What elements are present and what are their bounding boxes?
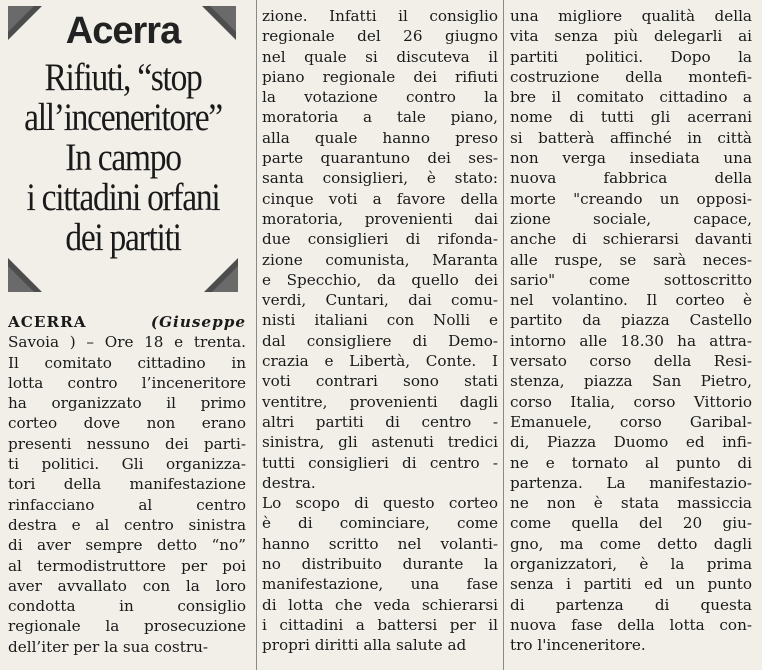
text-line: tro l'inceneritore. <box>510 636 646 655</box>
text-line: nuova fase della lotta con- <box>510 615 752 634</box>
text-line: Il comitato cittadino in <box>8 353 246 372</box>
text-line: santa consiglieri, è stato: <box>262 169 498 188</box>
text-line: i cittadini a battersi per il <box>262 615 498 634</box>
corner-triangle-icon <box>204 258 238 292</box>
text-line: parte quarantuno dei ses- <box>262 149 498 168</box>
headline-kicker: Acerra <box>65 10 181 52</box>
text-line: due consiglieri di rifonda- <box>262 230 498 249</box>
headline-line: dei partiti <box>65 216 181 259</box>
text-line: tori della manifestazione <box>8 475 246 494</box>
headline-title <box>17 58 229 258</box>
text-line: vita senza più delegarli ai <box>510 27 752 46</box>
text-line: cinque voti a favore della <box>262 189 498 208</box>
text-line: corso Italia, corso Vittorio <box>510 392 752 411</box>
text-line: condotta in consiglio <box>8 597 246 616</box>
text-line: sinistra, gli astenuti tredici <box>262 433 498 452</box>
text-line: Emanuele, corso Garibal- <box>510 412 752 431</box>
text-line: partenza. La manifestazio- <box>510 473 752 492</box>
dateline-place: ACERRA <box>8 313 87 331</box>
text-line: versato corso della Resi- <box>510 352 752 371</box>
text-line: zione. Infatti il consiglio <box>262 7 498 25</box>
text-line: presenti nessuno dei parti- <box>8 434 246 453</box>
text-line: Savoia ) – Ore 18 e trenta. <box>8 333 246 352</box>
text-line: bre il comitato cittadino a <box>510 88 752 107</box>
text-line: di partenza di questa <box>510 595 752 614</box>
text-line: nome di tutti gli acerrani <box>510 108 752 127</box>
headline-line: In campo <box>65 136 181 179</box>
headline-line: i cittadini orfani <box>26 176 220 219</box>
text-line: rinfacciano al centro <box>8 495 246 514</box>
text-line: nuova fabbrica della <box>510 169 752 188</box>
text-line: una migliore qualità della <box>510 7 752 25</box>
text-line: dell’iter per la sua costru- <box>8 637 209 656</box>
text-line: morte "creando un opposi- <box>510 189 752 208</box>
article-column-1 <box>8 312 246 657</box>
text-line: partito da piazza Castello <box>510 311 752 330</box>
text-line: regionale la prosecuzione <box>8 617 246 636</box>
text-line: altri partiti di centro - <box>262 412 498 431</box>
text-line: si batterà affinché in città <box>510 128 752 147</box>
text-line: aver avvallato con la loro <box>8 576 246 595</box>
text-line: ha organizzato il primo <box>8 394 246 413</box>
text-line: ne non è stata massiccia <box>510 494 752 513</box>
text-line: di, Piazza Duomo ed infi- <box>510 433 752 452</box>
text-line: stenza, piazza San Pietro, <box>510 372 752 391</box>
text-line: tutti consiglieri di centro - <box>262 453 498 472</box>
text-line: moratoria a tale piano, <box>262 108 498 127</box>
text-line: alle ruspe, se sarà neces- <box>510 250 752 269</box>
headline-box <box>0 0 246 300</box>
text-line: regionale del 26 giugno <box>262 27 498 46</box>
text-line: manifestazione, una fase <box>262 575 498 594</box>
text-line: Lo scopo di questo corteo <box>262 494 498 513</box>
text-line: ti politici. Gli organizza- <box>8 455 246 474</box>
text-line: voti contrari sono stati <box>262 372 498 391</box>
text-line: partiti politici. Dopo la <box>510 47 752 66</box>
column-divider <box>503 0 504 670</box>
text-line: nel quale si discuteva il <box>262 47 498 66</box>
text-line: dal consigliere di Demo- <box>262 331 498 350</box>
text-line: anche di schierarsi davanti <box>510 230 752 249</box>
headline-line: all’inceneritore” <box>24 96 222 139</box>
corner-triangle-icon <box>8 258 42 292</box>
text-line: organizzatori, è la prima <box>510 555 752 574</box>
dateline <box>8 312 246 332</box>
dateline-author: (Giuseppe <box>150 313 246 331</box>
text-line: propri diritti alla salute ad <box>262 636 467 655</box>
article-column-2 <box>262 6 498 656</box>
text-line: piano regionale dei rifiuti <box>262 67 498 86</box>
text-line: di aver sempre detto “no” <box>8 536 246 555</box>
text-line: ne e tornato al punto di <box>510 453 752 472</box>
text-line: intorno alle 18.30 ha attra- <box>510 331 752 350</box>
text-line: moratoria, provenienti dai <box>262 209 498 228</box>
text-line: è di cominciare, come <box>262 514 498 533</box>
text-line: zione sociale, capace, <box>510 209 752 228</box>
text-line: zione comunista, Maranta <box>262 250 498 269</box>
text-line: costruzione della montefi- <box>510 67 752 86</box>
text-line: verdi, Cuntari, dai comu- <box>262 291 498 310</box>
text-line: lotta contro l’inceneritore <box>8 373 246 392</box>
text-line: e Specchio, da quello dei <box>262 270 498 289</box>
text-line: non verga insediata una <box>510 149 752 168</box>
text-line: destra. <box>262 473 316 492</box>
text-line: destra e al centro sinistra <box>8 515 246 534</box>
text-line: no distribuito durante la <box>262 555 498 574</box>
text-line: corteo dove non erano <box>8 414 246 433</box>
column-divider <box>256 0 257 670</box>
text-line: hanno scritto nel volanti- <box>262 534 498 553</box>
text-line: di lotta che veda schierarsi <box>262 595 498 614</box>
text-line: crazia e Libertà, Conte. I <box>262 352 498 371</box>
headline-line: Rifiuti, “stop <box>44 56 202 99</box>
text-line: nisti italiani con Nolli e <box>262 311 498 330</box>
text-line: sario" come sottoscritto <box>510 270 752 289</box>
text-line: la votazione contro la <box>262 88 498 107</box>
text-line: al termodistruttore per poi <box>8 556 246 575</box>
text-line: alla quale hanno preso <box>262 128 498 147</box>
text-line: nel volantino. Il corteo è <box>510 291 752 310</box>
text-line: gno, ma come detto dagli <box>510 534 752 553</box>
text-line: come quella del 20 giu- <box>510 514 752 533</box>
article-column-3 <box>510 6 752 656</box>
text-line: senza i partiti ed un punto <box>510 575 752 594</box>
text-line: ventitre, provenienti dagli <box>262 392 498 411</box>
